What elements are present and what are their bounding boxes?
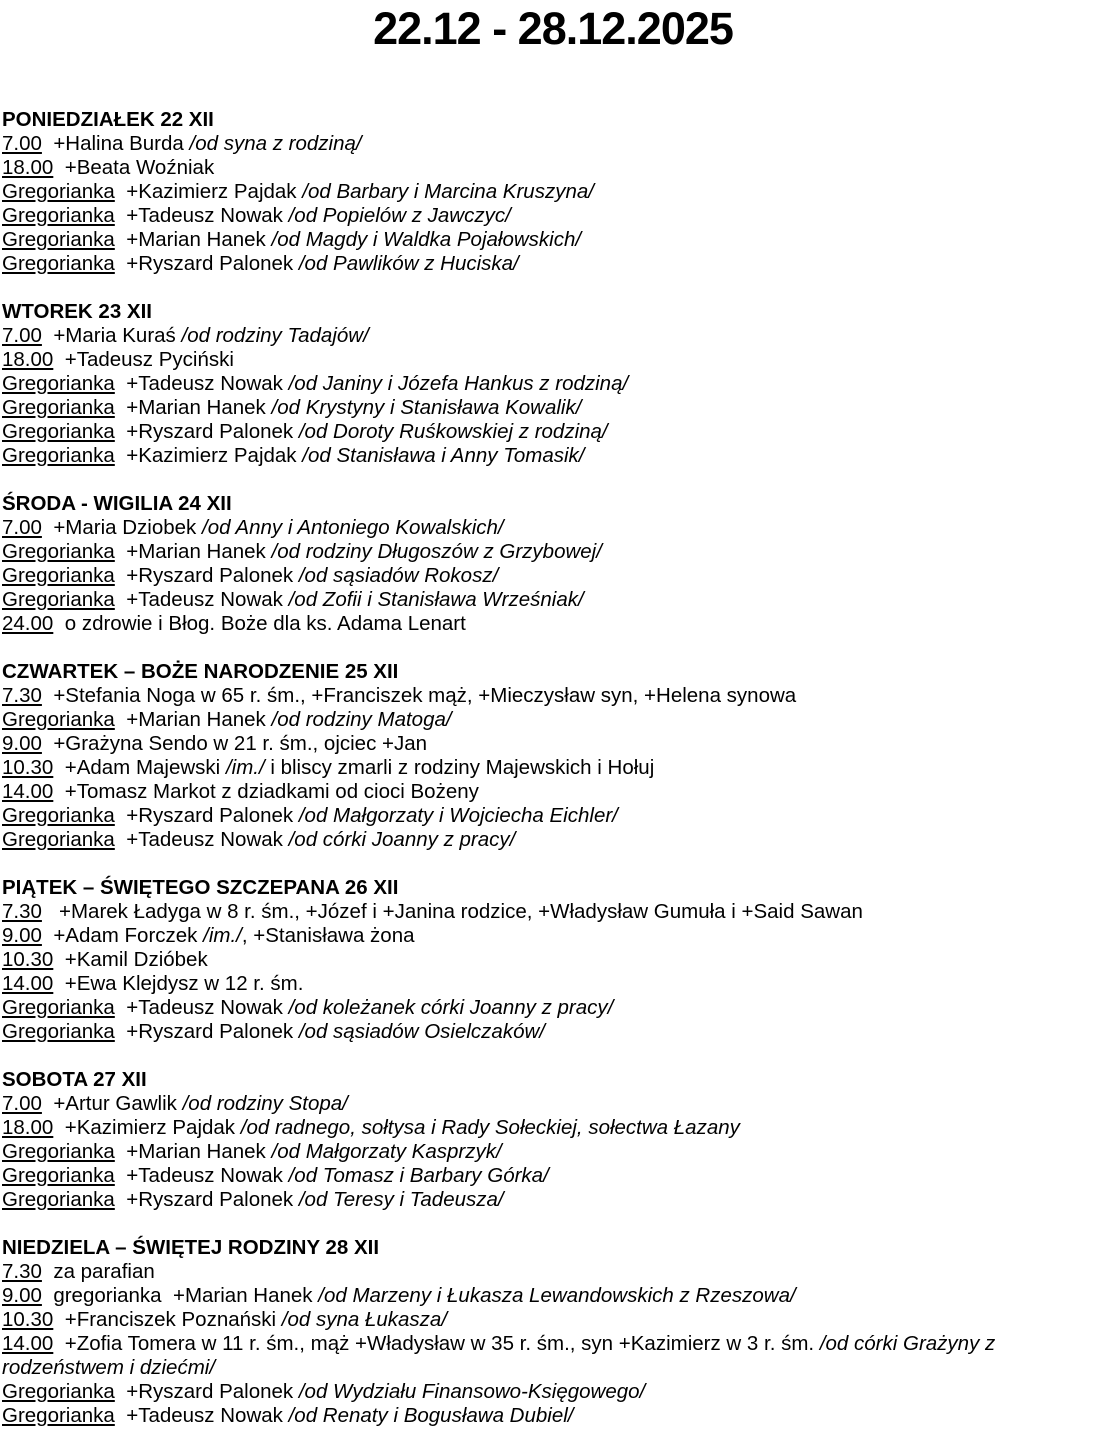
intention-text: +Tadeusz Nowak	[126, 996, 289, 1019]
mass-time: 24.00	[2, 612, 54, 635]
spacer	[115, 588, 126, 611]
mass-entry	[2, 1380, 1112, 1404]
intention-donor-note: /od Anny i Antoniego Kowalskich/	[202, 516, 504, 539]
day-section	[2, 660, 1112, 852]
mass-entry	[2, 804, 1112, 828]
mass-entry	[2, 156, 1112, 180]
intention-donor-note: /od sąsiadów Osielczaków/	[298, 1020, 545, 1043]
spacer	[115, 708, 126, 731]
spacer	[53, 948, 64, 971]
day-heading: ŚRODA - WIGILIA 24 XII	[2, 492, 232, 515]
spacer	[53, 1308, 64, 1331]
intention-text: +Stefania Noga w 65 r. śm., +Franciszek mąż, +Mieczysław syn, +Helena synowa	[53, 684, 797, 707]
mass-entry	[2, 1260, 1112, 1284]
mass-time: 7.00	[2, 1092, 42, 1115]
mass-time: Gregorianka	[2, 1404, 115, 1427]
intention-donor-note: /od rodziny Długoszów z Grzybowej/	[271, 540, 602, 563]
mass-entry	[2, 564, 1112, 588]
intention-text: +Artur Gawlik	[53, 1092, 183, 1115]
mass-entry	[2, 1332, 1112, 1380]
mass-time: Gregorianka	[2, 564, 115, 587]
intention-donor-note: /od rodziny Stopa/	[182, 1092, 348, 1115]
intention-donor-note: /od córki Joanny z pracy/	[288, 828, 516, 851]
intention-donor-note: /od Stanisława i Anny Tomasik/	[302, 444, 585, 467]
mass-entry	[2, 732, 1112, 756]
mass-time: Gregorianka	[2, 372, 115, 395]
spacer	[115, 564, 126, 587]
mass-entry	[2, 1308, 1112, 1332]
intention-text: +Kamil Dzióbek	[64, 948, 208, 971]
mass-time: 10.30	[2, 756, 54, 779]
spacer	[115, 372, 126, 395]
mass-time: 18.00	[2, 348, 54, 371]
spacer	[53, 1332, 64, 1355]
intention-donor-note: /im./	[225, 756, 265, 779]
spacer	[115, 1164, 126, 1187]
day-section	[2, 1236, 1112, 1428]
mass-entry	[2, 948, 1112, 972]
intention-donor-note: /od Janiny i Józefa Hankus z rodziną/	[288, 372, 629, 395]
intention-donor-note: /od córki Grażyny z rodzeństwem i dziećmi/	[2, 1332, 996, 1379]
spacer	[115, 228, 126, 251]
mass-time: Gregorianka	[2, 396, 115, 419]
day-section	[2, 492, 1112, 636]
mass-entry	[2, 1284, 1112, 1308]
intention-text: +Maria Dziobek	[53, 516, 202, 539]
mass-entry	[2, 204, 1112, 228]
intention-donor-note: /im./	[203, 924, 242, 947]
intention-donor-note: /od Magdy i Waldka Pojałowskich/	[271, 228, 582, 251]
mass-entry	[2, 180, 1112, 204]
intention-donor-note: /od Marzeny i Łukasza Lewandowskich z Rzeszowa/	[318, 1284, 796, 1307]
day-heading: SOBOTA 27 XII	[2, 1068, 147, 1091]
intention-text: +Ryszard Palonek	[126, 1380, 299, 1403]
mass-time: Gregorianka	[2, 228, 115, 251]
intention-text: +Marian Hanek	[126, 708, 272, 731]
day-section	[2, 876, 1112, 1044]
intention-text: +Adam Forczek	[53, 924, 204, 947]
intention-donor-note: /od Pawlików z Huciska/	[298, 252, 519, 275]
mass-entry	[2, 324, 1112, 348]
spacer	[53, 156, 64, 179]
intention-text: +Halina Burda	[53, 132, 190, 155]
mass-entry	[2, 1164, 1112, 1188]
spacer	[42, 1092, 53, 1115]
intention-donor-note: /od Wydziału Finansowo-Księgowego/	[298, 1380, 646, 1403]
mass-entry	[2, 1140, 1112, 1164]
mass-time: Gregorianka	[2, 420, 115, 443]
mass-time: Gregorianka	[2, 204, 115, 227]
mass-entry	[2, 420, 1112, 444]
spacer	[115, 444, 126, 467]
intention-donor-note: /od rodziny Tadajów/	[181, 324, 369, 347]
mass-entry	[2, 684, 1112, 708]
spacer	[115, 1140, 126, 1163]
spacer	[115, 1404, 126, 1427]
mass-time: 18.00	[2, 156, 54, 179]
spacer	[115, 180, 126, 203]
spacer	[42, 684, 53, 707]
mass-entry	[2, 996, 1112, 1020]
intention-text: +Marian Hanek	[126, 228, 272, 251]
intention-donor-note: /od Teresy i Tadeusza/	[298, 1188, 504, 1211]
intention-text: +Ryszard Palonek	[126, 1188, 299, 1211]
intention-text: +Kazimierz Pajdak	[126, 180, 303, 203]
mass-entry	[2, 924, 1112, 948]
intention-text: +Tomasz Markot z dziadkami od cioci Bożeny	[64, 780, 479, 803]
spacer	[115, 996, 126, 1019]
mass-entry	[2, 540, 1112, 564]
spacer	[115, 804, 126, 827]
mass-entry	[2, 444, 1112, 468]
mass-entry	[2, 1188, 1112, 1212]
intention-text: +Ryszard Palonek	[126, 804, 299, 827]
intention-text: o zdrowie i Błog. Boże dla ks. Adama Lenart	[64, 612, 466, 635]
mass-time: Gregorianka	[2, 1164, 115, 1187]
day-heading: WTOREK 23 XII	[2, 300, 152, 323]
mass-entry	[2, 780, 1112, 804]
intention-text: +Ryszard Palonek	[126, 420, 299, 443]
day-heading: NIEDZIELA – ŚWIĘTEJ RODZINY 28 XII	[2, 1236, 380, 1259]
mass-time: 7.30	[2, 684, 42, 707]
intention-text: +Tadeusz Nowak	[126, 828, 289, 851]
mass-time: 14.00	[2, 972, 54, 995]
spacer	[53, 780, 64, 803]
mass-entry	[2, 708, 1112, 732]
intention-donor-note: /od Małgorzaty i Wojciecha Eichler/	[298, 804, 618, 827]
intention-text: +Ryszard Palonek	[126, 564, 299, 587]
spacer	[115, 1380, 126, 1403]
spacer	[42, 924, 53, 947]
mass-entry	[2, 372, 1112, 396]
mass-time: 9.00	[2, 1284, 42, 1307]
intention-text: +Marek Ładyga w 8 r. śm., +Józef i +Janina rodzice, +Władysław Gumuła i +Said Sawan	[53, 900, 863, 923]
intention-text: +Marian Hanek	[126, 1140, 272, 1163]
mass-time: 14.00	[2, 1332, 54, 1355]
spacer	[42, 324, 53, 347]
mass-entry	[2, 1092, 1112, 1116]
mass-time: 10.30	[2, 1308, 54, 1331]
spacer	[42, 516, 53, 539]
intention-text: za parafian	[53, 1260, 155, 1283]
intention-text: +Ewa Klejdysz w 12 r. śm.	[64, 972, 304, 995]
day-section	[2, 108, 1112, 276]
mass-time: 9.00	[2, 924, 42, 947]
spacer	[42, 900, 53, 923]
intention-text: +Adam Majewski	[64, 756, 226, 779]
mass-time: 7.00	[2, 132, 42, 155]
intention-donor-note: /od Krystyny i Stanisława Kowalik/	[271, 396, 582, 419]
mass-entry	[2, 828, 1112, 852]
intention-donor-note: /od Renaty i Bogusława Dubiel/	[288, 1404, 574, 1427]
mass-entry	[2, 132, 1112, 156]
mass-time: Gregorianka	[2, 180, 115, 203]
mass-time: Gregorianka	[2, 1188, 115, 1211]
mass-time: 7.00	[2, 324, 42, 347]
mass-entry	[2, 972, 1112, 996]
mass-entry	[2, 1404, 1112, 1428]
mass-entry	[2, 348, 1112, 372]
mass-entry	[2, 228, 1112, 252]
mass-time: Gregorianka	[2, 1140, 115, 1163]
mass-entry	[2, 900, 1112, 924]
mass-entry	[2, 1020, 1112, 1044]
spacer	[53, 348, 64, 371]
mass-time: Gregorianka	[2, 996, 115, 1019]
intention-text: +Tadeusz Nowak	[126, 372, 289, 395]
mass-time: 7.30	[2, 1260, 42, 1283]
intention-text: +Ryszard Palonek	[126, 252, 299, 275]
intention-donor-note: /od Tomasz i Barbary Górka/	[288, 1164, 549, 1187]
spacer	[42, 732, 53, 755]
intention-text: +Marian Hanek	[126, 540, 272, 563]
day-heading: PONIEDZIAŁEK 22 XII	[2, 108, 214, 131]
spacer	[115, 252, 126, 275]
mass-time: Gregorianka	[2, 804, 115, 827]
day-section	[2, 300, 1112, 468]
mass-time: Gregorianka	[2, 588, 115, 611]
mass-time: 10.30	[2, 948, 54, 971]
spacer	[115, 540, 126, 563]
intention-donor-note: /od koleżanek córki Joanny z pracy/	[288, 996, 614, 1019]
mass-time: Gregorianka	[2, 708, 115, 731]
intention-text: +Marian Hanek	[126, 396, 272, 419]
intention-text: +Ryszard Palonek	[126, 1020, 299, 1043]
day-heading: CZWARTEK – BOŻE NARODZENIE 25 XII	[2, 660, 399, 683]
spacer	[42, 1284, 53, 1307]
spacer	[42, 132, 53, 155]
intention-text-continued: i bliscy zmarli z rodziny Majewskich i Hołuj	[264, 756, 655, 779]
spacer	[115, 1188, 126, 1211]
page-title: 22.12 - 28.12.2025	[373, 3, 733, 54]
intention-text: +Tadeusz Pyciński	[64, 348, 234, 371]
mass-entry	[2, 396, 1112, 420]
intention-text: +Tadeusz Nowak	[126, 204, 289, 227]
intention-text: +Maria Kuraś	[53, 324, 182, 347]
spacer	[53, 1116, 64, 1139]
intention-donor-note: /od radnego, sołtysa i Rady Sołeckiej, sołectwa Łazany	[240, 1116, 740, 1139]
intention-text: +Tadeusz Nowak	[126, 588, 289, 611]
intention-text: +Tadeusz Nowak	[126, 1164, 289, 1187]
intention-donor-note: /od Barbary i Marcina Kruszyna/	[302, 180, 594, 203]
mass-time: Gregorianka	[2, 1380, 115, 1403]
mass-entry	[2, 588, 1112, 612]
day-heading: PIĄTEK – ŚWIĘTEGO SZCZEPANA 26 XII	[2, 876, 399, 899]
mass-time: Gregorianka	[2, 252, 115, 275]
spacer	[115, 396, 126, 419]
intention-text: +Kazimierz Pajdak	[126, 444, 303, 467]
mass-time: Gregorianka	[2, 540, 115, 563]
mass-entry	[2, 516, 1112, 540]
intention-donor-note: /od Zofii i Stanisława Wrześniak/	[288, 588, 584, 611]
mass-entry	[2, 252, 1112, 276]
intention-text: +Franciszek Poznański	[64, 1308, 282, 1331]
intention-donor-note: /od Doroty Ruśkowskiej z rodziną/	[298, 420, 608, 443]
spacer	[115, 1020, 126, 1043]
intention-donor-note: /od syna z rodziną/	[189, 132, 362, 155]
intention-text: gregorianka +Marian Hanek	[53, 1284, 319, 1307]
mass-entry	[2, 1116, 1112, 1140]
mass-time: Gregorianka	[2, 444, 115, 467]
spacer	[53, 972, 64, 995]
mass-time: Gregorianka	[2, 828, 115, 851]
mass-time: 18.00	[2, 1116, 54, 1139]
spacer	[42, 1260, 53, 1283]
mass-time: 7.00	[2, 516, 42, 539]
intention-donor-note: /od rodziny Matoga/	[271, 708, 452, 731]
mass-time: 14.00	[2, 780, 54, 803]
mass-time: 9.00	[2, 732, 42, 755]
day-section	[2, 1068, 1112, 1212]
mass-time: Gregorianka	[2, 1020, 115, 1043]
intention-donor-note: /od syna Łukasza/	[281, 1308, 448, 1331]
intention-text: +Tadeusz Nowak	[126, 1404, 289, 1427]
intention-donor-note: /od sąsiadów Rokosz/	[298, 564, 499, 587]
intention-donor-note: /od Popielów z Jawczyc/	[288, 204, 511, 227]
spacer	[115, 204, 126, 227]
intention-text: +Zofia Tomera w 11 r. śm., mąż +Władysław w 35 r. śm., syn +Kazimierz w 3 r. śm.	[64, 1332, 820, 1355]
intention-text: +Beata Woźniak	[64, 156, 215, 179]
spacer	[53, 612, 64, 635]
spacer	[115, 420, 126, 443]
spacer	[53, 756, 64, 779]
mass-time: 7.30	[2, 900, 42, 923]
spacer	[115, 828, 126, 851]
mass-entry	[2, 756, 1112, 780]
mass-entry	[2, 612, 1112, 636]
intention-text: +Kazimierz Pajdak	[64, 1116, 241, 1139]
intention-text-continued: , +Stanisława żona	[241, 924, 415, 947]
mass-schedule	[2, 108, 1112, 1452]
intention-donor-note: /od Małgorzaty Kasprzyk/	[271, 1140, 502, 1163]
intention-text: +Grażyna Sendo w 21 r. śm., ojciec +Jan	[53, 732, 428, 755]
